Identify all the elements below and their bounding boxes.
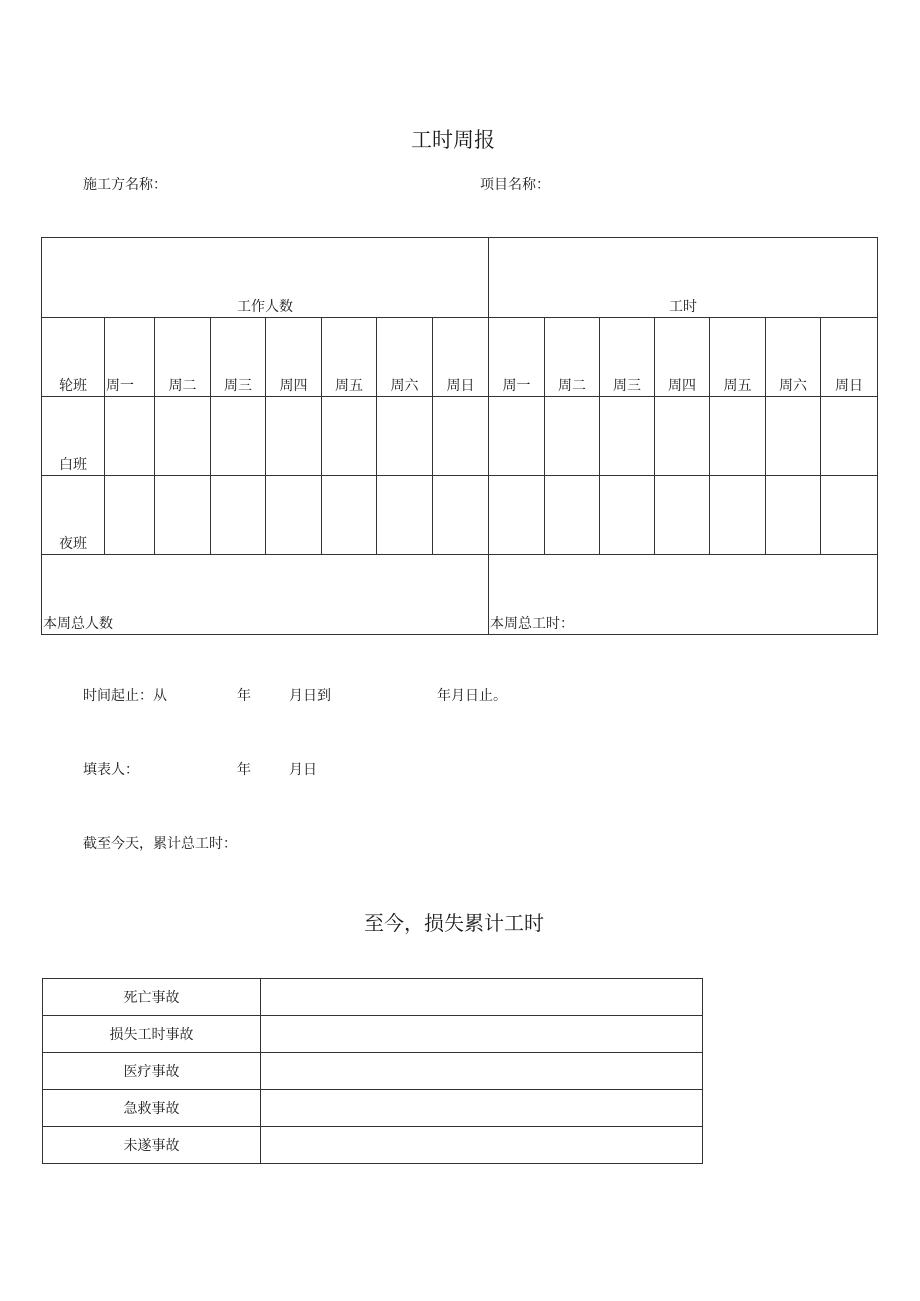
data-cell[interactable]: [655, 397, 710, 476]
workers-group-header: [42, 238, 489, 318]
weekly-hours-table: [41, 237, 878, 635]
data-cell[interactable]: [377, 397, 433, 476]
loss-section-title: 至今，损失累计工时: [364, 911, 544, 935]
contractor-name-label: 施工方名称：: [83, 177, 167, 193]
table-row: [42, 476, 878, 555]
day-label: 周二: [558, 378, 586, 394]
loss-type-label: 损失工时事故: [43, 1016, 261, 1053]
data-cell[interactable]: [105, 397, 155, 476]
total-hours-label: 本周总工时：: [490, 616, 574, 632]
day-label: 周六: [779, 378, 807, 394]
hours-group-header: [489, 238, 878, 318]
day-label: 周一: [106, 378, 134, 394]
filler-year: 年: [237, 762, 251, 778]
total-workers-cell[interactable]: [42, 555, 489, 635]
loss-value-cell[interactable]: [261, 979, 703, 1016]
day-label: 周四: [668, 378, 696, 394]
day-label: 周五: [335, 378, 363, 394]
data-cell[interactable]: [821, 397, 878, 476]
data-cell[interactable]: [821, 476, 878, 555]
total-workers-label: 本周总人数: [43, 616, 113, 632]
data-cell[interactable]: [211, 397, 266, 476]
data-cell[interactable]: [655, 476, 710, 555]
hours-day-header: [600, 318, 655, 397]
row-label: 夜班: [59, 536, 87, 552]
loss-type-label: 未遂事故: [43, 1127, 261, 1164]
day-label: 周一: [502, 378, 531, 394]
data-cell[interactable]: [155, 397, 211, 476]
row-label: 白班: [59, 457, 87, 473]
data-cell[interactable]: [489, 397, 545, 476]
data-cell[interactable]: [489, 476, 545, 555]
data-cell[interactable]: [155, 476, 211, 555]
page-title: 工时周报: [411, 128, 495, 152]
hours-day-header: [489, 318, 545, 397]
filler-label: 填表人：: [83, 762, 139, 778]
data-cell[interactable]: [545, 476, 600, 555]
day-label: 周六: [390, 378, 419, 394]
day-shift-label-cell: [42, 397, 105, 476]
hours-day-header: [821, 318, 878, 397]
day-label: 周五: [723, 378, 752, 394]
loss-value-cell[interactable]: [261, 1127, 703, 1164]
period-year: 年: [237, 688, 251, 704]
data-cell[interactable]: [433, 397, 489, 476]
hours-group-label: 工时: [669, 299, 697, 315]
data-cell[interactable]: [545, 397, 600, 476]
workers-day-header: [433, 318, 489, 397]
hours-day-header: [710, 318, 766, 397]
table-row: [43, 1016, 703, 1053]
workers-day-header: [266, 318, 322, 397]
table-row: [43, 979, 703, 1016]
hours-day-header: [766, 318, 821, 397]
shift-header: [42, 318, 105, 397]
day-label: 周三: [613, 378, 641, 394]
hours-day-header: [655, 318, 710, 397]
night-shift-label-cell: [42, 476, 105, 555]
loss-value-cell[interactable]: [261, 1016, 703, 1053]
period-end: 年月日止。: [437, 688, 507, 704]
day-label: 周四: [279, 378, 308, 394]
day-label: 周三: [224, 378, 252, 394]
data-cell[interactable]: [266, 476, 322, 555]
table-row: [43, 1090, 703, 1127]
workers-day-header: [155, 318, 211, 397]
data-cell[interactable]: [211, 476, 266, 555]
data-cell[interactable]: [322, 397, 377, 476]
shift-header-label: 轮班: [59, 378, 87, 394]
data-cell[interactable]: [600, 476, 655, 555]
day-label: 周日: [835, 378, 863, 394]
data-cell[interactable]: [710, 476, 766, 555]
data-cell[interactable]: [766, 397, 821, 476]
period-prefix: 时间起止：从: [83, 688, 167, 704]
data-cell[interactable]: [766, 476, 821, 555]
data-cell[interactable]: [710, 397, 766, 476]
loss-type-label: 医疗事故: [43, 1053, 261, 1090]
hours-day-header: [545, 318, 600, 397]
workers-group-label: 工作人数: [237, 299, 293, 315]
data-cell[interactable]: [266, 397, 322, 476]
data-cell[interactable]: [105, 476, 155, 555]
workers-day-header: [211, 318, 266, 397]
table-row: [43, 1053, 703, 1090]
workers-day-header: [377, 318, 433, 397]
total-hours-cell[interactable]: [489, 555, 878, 635]
day-label: 周二: [168, 378, 197, 394]
table-row: [42, 397, 878, 476]
project-name-label: 项目名称：: [480, 177, 550, 193]
cumulative-hours-label: 截至今天，累计总工时：: [83, 836, 237, 852]
workers-day-header: [322, 318, 377, 397]
period-month-day-to: 月日到: [289, 688, 331, 704]
data-cell[interactable]: [600, 397, 655, 476]
data-cell[interactable]: [433, 476, 489, 555]
filler-month-day: 月日: [289, 762, 317, 778]
loss-type-label: 急救事故: [43, 1090, 261, 1127]
loss-value-cell[interactable]: [261, 1090, 703, 1127]
loss-hours-table: [42, 978, 703, 1164]
data-cell[interactable]: [322, 476, 377, 555]
day-label: 周日: [446, 378, 475, 394]
workers-day-header: [105, 318, 155, 397]
data-cell[interactable]: [377, 476, 433, 555]
table-row: [43, 1127, 703, 1164]
loss-type-label: 死亡事故: [43, 979, 261, 1016]
loss-value-cell[interactable]: [261, 1053, 703, 1090]
